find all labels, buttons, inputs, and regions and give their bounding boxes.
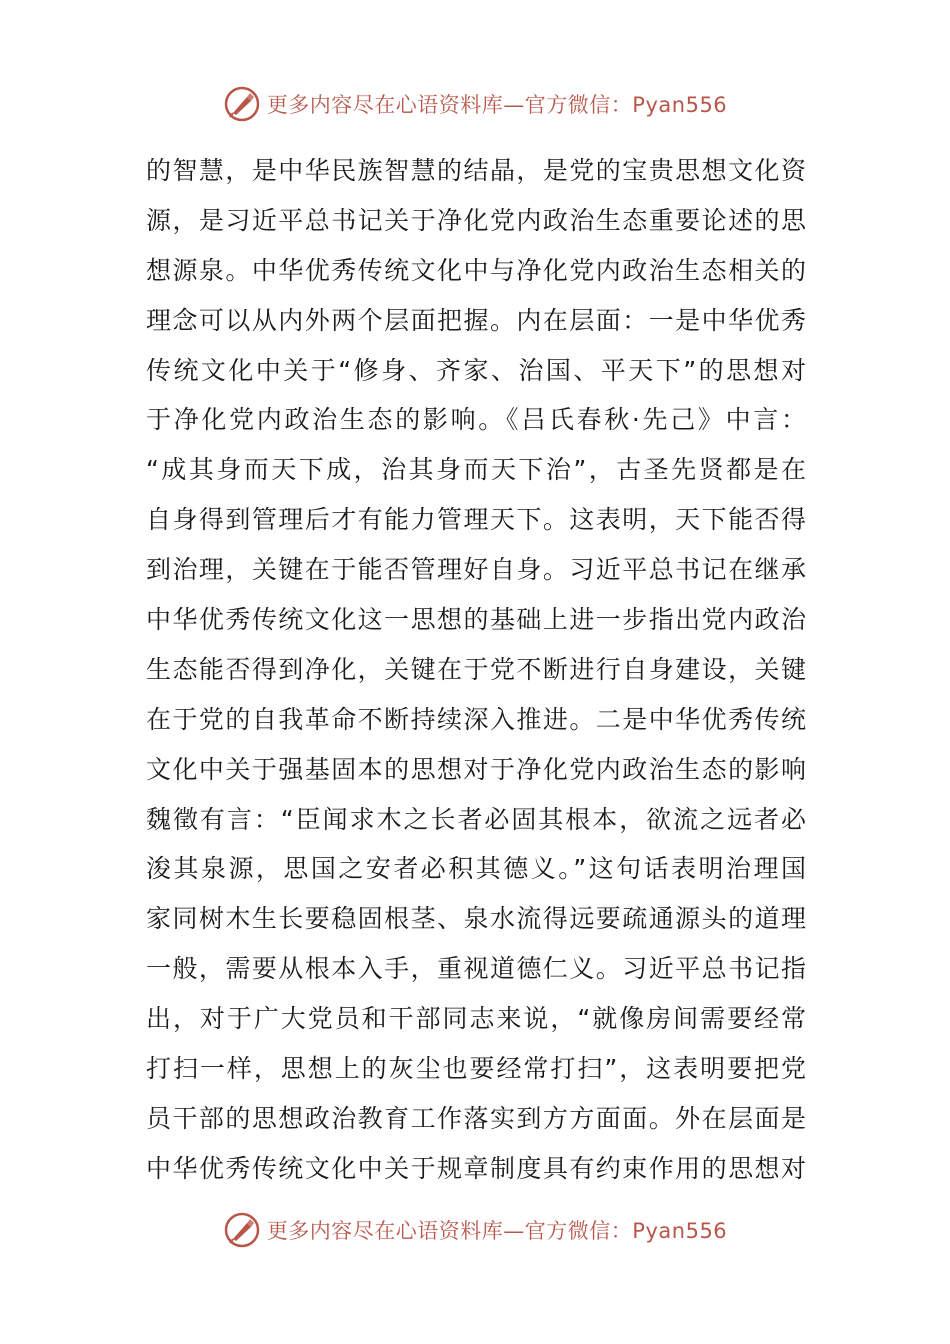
header-banner-text: 更多内容尽在心语资料库—官方微信：Pyan556	[266, 93, 728, 117]
header-banner	[0, 80, 950, 128]
text-line: 传统文化中关于“修身、齐家、治国、平天下”的思想对	[146, 355, 806, 385]
text-line: 的智慧，是中华民族智慧的结晶，是党的宝贵思想文化资	[146, 156, 806, 185]
pen-nib-icon	[223, 1211, 261, 1249]
text-line: 浚其泉源，思国之安者必积其德义。”这句话表明治理国	[146, 854, 806, 884]
text-line: 中华优秀传统文化这一思想的基础上进一步指出党内政治	[146, 605, 806, 635]
text-line: 想源泉。中华优秀传统文化中与净化党内政治生态相关的	[146, 255, 806, 285]
text-line: 打扫一样，思想上的灰尘也要经常打扫”，这表明要把党	[146, 1054, 806, 1084]
text-line: 魏徵有言：“臣闻求木之长者必固其根本，欲流之远者必	[146, 804, 806, 834]
text-line: 家同树木生长要稳固根茎、泉水流得远要疏通源头的道理	[146, 904, 806, 934]
footer-banner-text: 更多内容尽在心语资料库—官方微信：Pyan556	[266, 1219, 728, 1243]
text-line: “成其身而天下成，治其身而天下治”，古圣先贤都是在	[146, 455, 806, 485]
text-line: 自身得到管理后才有能力管理天下。这表明，天下能否得	[146, 505, 806, 535]
footer-banner	[0, 1206, 950, 1254]
text-line: 于净化党内政治生态的影响。《吕氏春秋·先己》中言：	[146, 405, 806, 435]
text-line: 中华优秀传统文化中关于规章制度具有约束作用的思想对	[146, 1153, 806, 1183]
text-line: 文化中关于强基固本的思想对于净化党内政治生态的影响	[146, 754, 806, 784]
text-line: 到治理，关键在于能否管理好自身。习近平总书记在继承	[146, 555, 806, 585]
text-line: 在于党的自我革命不断持续深入推进。二是中华优秀传统	[146, 704, 806, 734]
text-line: 源，是习近平总书记关于净化党内政治生态重要论述的思	[146, 205, 806, 235]
text-line: 员干部的思想政治教育工作落实到方方面面。外在层面是	[146, 1103, 806, 1133]
text-line: 一般，需要从根本入手，重视道德仁义。习近平总书记指	[146, 954, 806, 984]
pen-nib-icon	[223, 85, 261, 123]
text-line: 生态能否得到净化，关键在于党不断进行自身建设，关键	[146, 654, 806, 684]
text-line: 理念可以从内外两个层面把握。内在层面：一是中华优秀	[146, 305, 806, 335]
text-line: 出，对于广大党员和干部同志来说，“就像房间需要经常	[146, 1004, 806, 1034]
document-body	[146, 146, 806, 1194]
